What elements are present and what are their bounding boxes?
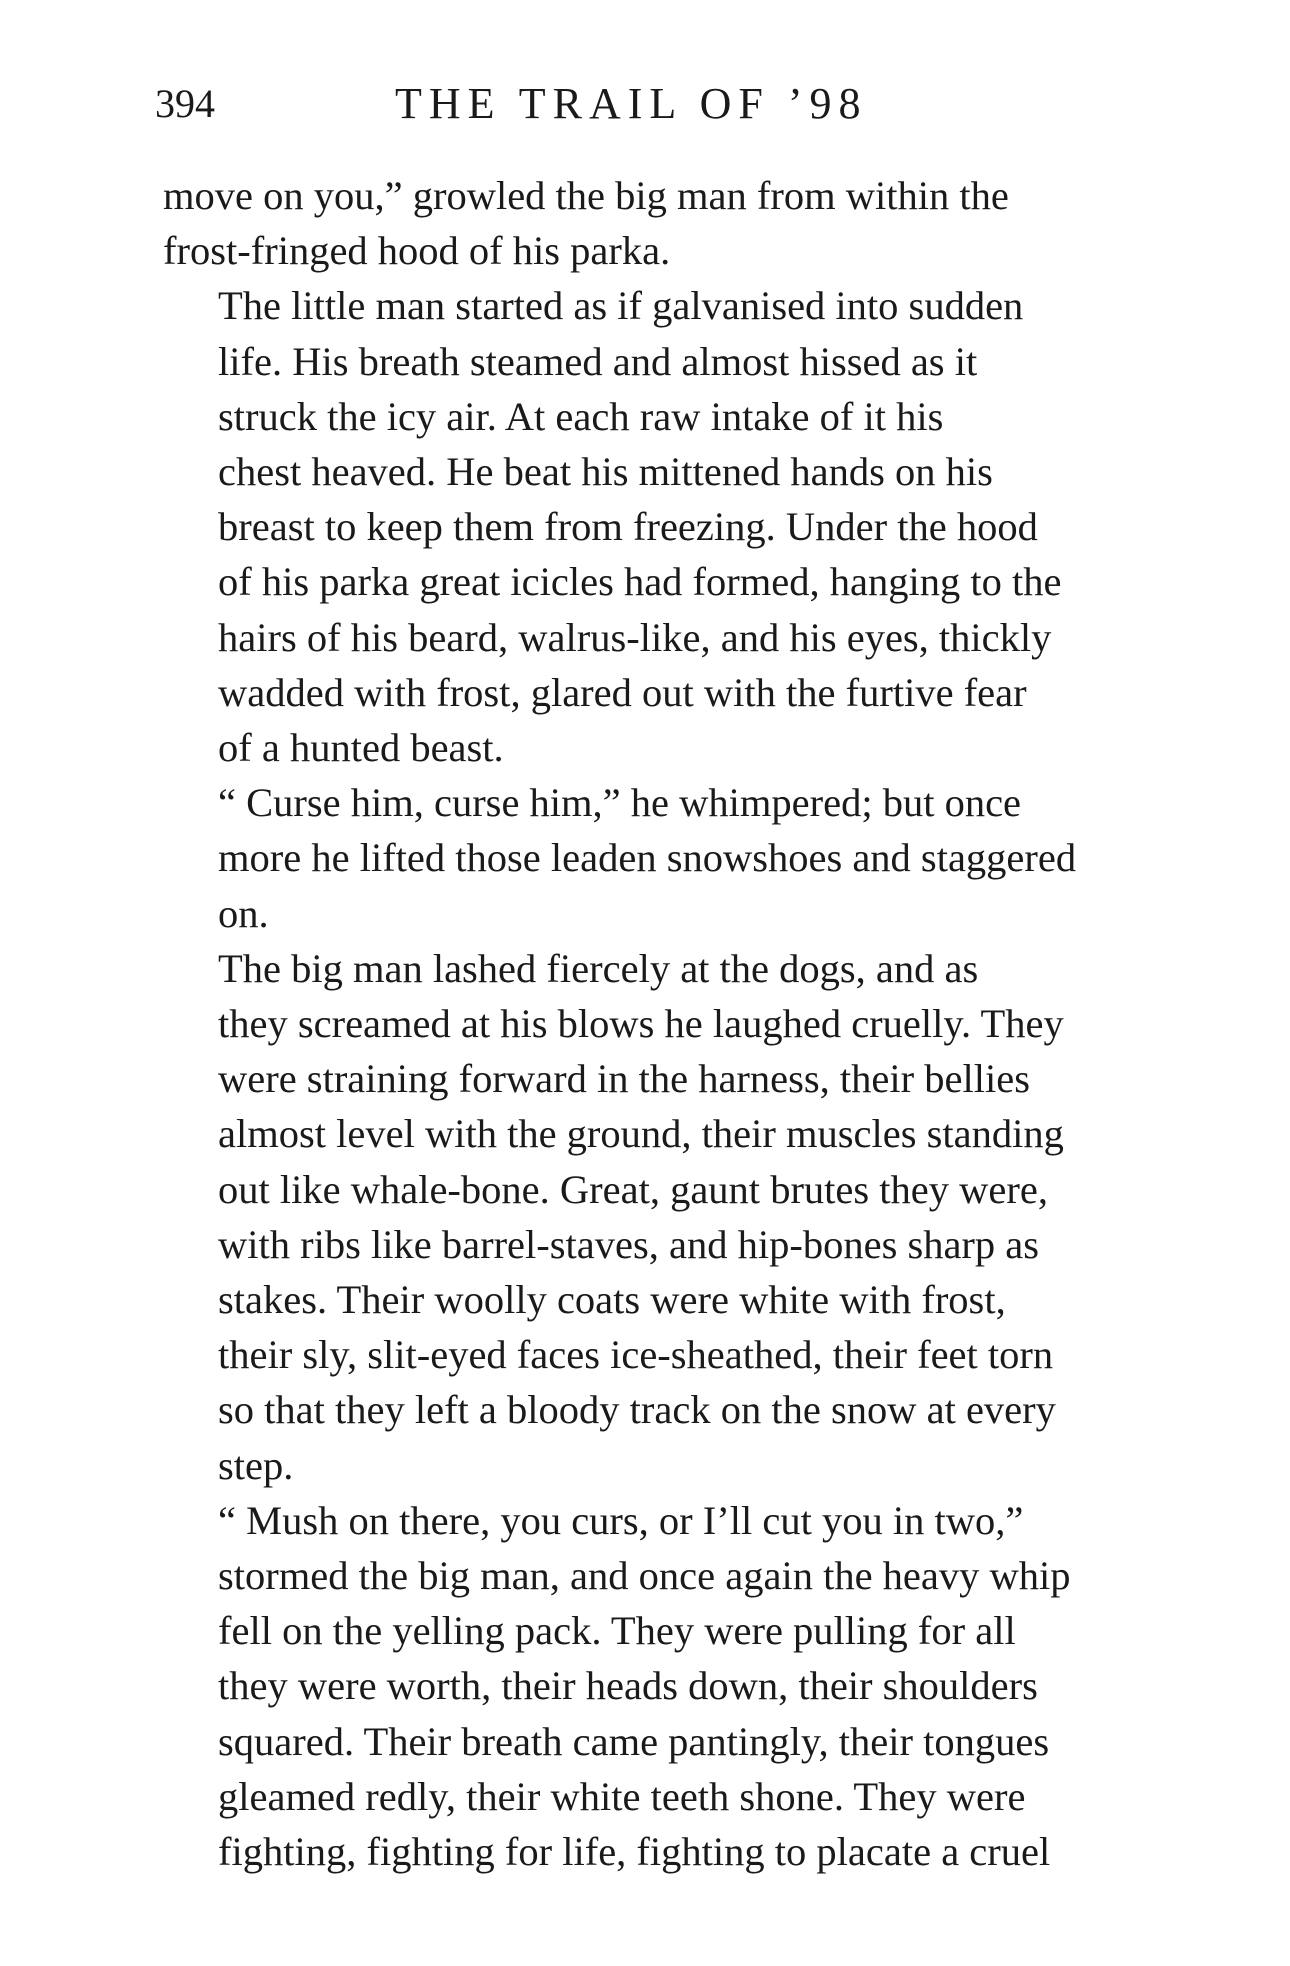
paragraph bbox=[163, 278, 1223, 775]
paragraph bbox=[163, 168, 1223, 278]
text-line: The little man started as if galvanised into sudden bbox=[218, 283, 1024, 329]
text-line: more he lifted those leaden snowshoes and staggered bbox=[218, 835, 1077, 881]
text-line: almost level with the ground, their muscles standing bbox=[218, 1111, 1064, 1157]
text-line: their sly, slit-eyed faces ice-sheathed, their feet torn bbox=[218, 1332, 1054, 1378]
text-line: on. bbox=[218, 890, 269, 936]
text-line: “ Mush on there, you curs, or I’ll cut you in two,” bbox=[218, 1497, 1024, 1543]
running-head bbox=[155, 78, 1225, 138]
text-line: frost-fringed hood of his parka. bbox=[163, 228, 671, 274]
page-number: 394 bbox=[155, 81, 215, 126]
text-line: out like whale-bone. Great, gaunt brutes they were, bbox=[218, 1166, 1048, 1212]
text-line: they screamed at his blows he laughed cruelly. They bbox=[218, 1001, 1064, 1047]
text-line: life. His breath steamed and almost hissed as it bbox=[218, 338, 978, 384]
book-title: THE TRAIL OF ’98 bbox=[395, 79, 868, 128]
text-line: fighting, fighting for life, fighting to placate a cruel bbox=[218, 1829, 1051, 1875]
text-line: with ribs like barrel-staves, and hip-bones sharp as bbox=[218, 1221, 1040, 1267]
text-line: struck the icy air. At each raw intake of it his bbox=[218, 393, 944, 439]
text-line: “ Curse him, curse him,” he whimpered; but once bbox=[218, 780, 1022, 826]
text-line: squared. Their breath came pantingly, their tongues bbox=[218, 1718, 1050, 1764]
text-line: so that they left a bloody track on the snow at every bbox=[218, 1387, 1056, 1433]
text-line: they were worth, their heads down, their shoulders bbox=[218, 1663, 1038, 1709]
paragraph bbox=[163, 775, 1223, 941]
text-line: of a hunted beast. bbox=[218, 725, 504, 771]
text-line: gleamed redly, their white teeth shone. They were bbox=[218, 1773, 1026, 1819]
text-line: step. bbox=[218, 1442, 294, 1488]
text-line: stakes. Their woolly coats were white with frost, bbox=[218, 1277, 1006, 1323]
text-line: fell on the yelling pack. They were pulling for all bbox=[218, 1608, 1016, 1654]
text-line: stormed the big man, and once again the heavy whip bbox=[218, 1553, 1071, 1599]
body-text bbox=[163, 168, 1223, 1879]
text-line: were straining forward in the harness, their bellies bbox=[218, 1056, 1030, 1102]
text-line: The big man lashed fiercely at the dogs, and as bbox=[218, 945, 979, 991]
text-line: breast to keep them from freezing. Under the hood bbox=[218, 504, 1038, 550]
text-line: chest heaved. He beat his mittened hands on his bbox=[218, 449, 993, 495]
paragraph bbox=[163, 941, 1223, 1493]
text-line: hairs of his beard, walrus-like, and his eyes, thickly bbox=[218, 614, 1052, 660]
text-line: of his parka great icicles had formed, hanging to the bbox=[218, 559, 1062, 605]
paragraph bbox=[163, 1493, 1223, 1879]
text-line: wadded with frost, glared out with the furtive fear bbox=[218, 669, 1027, 715]
text-line: move on you,” growled the big man from within the bbox=[163, 173, 1009, 218]
